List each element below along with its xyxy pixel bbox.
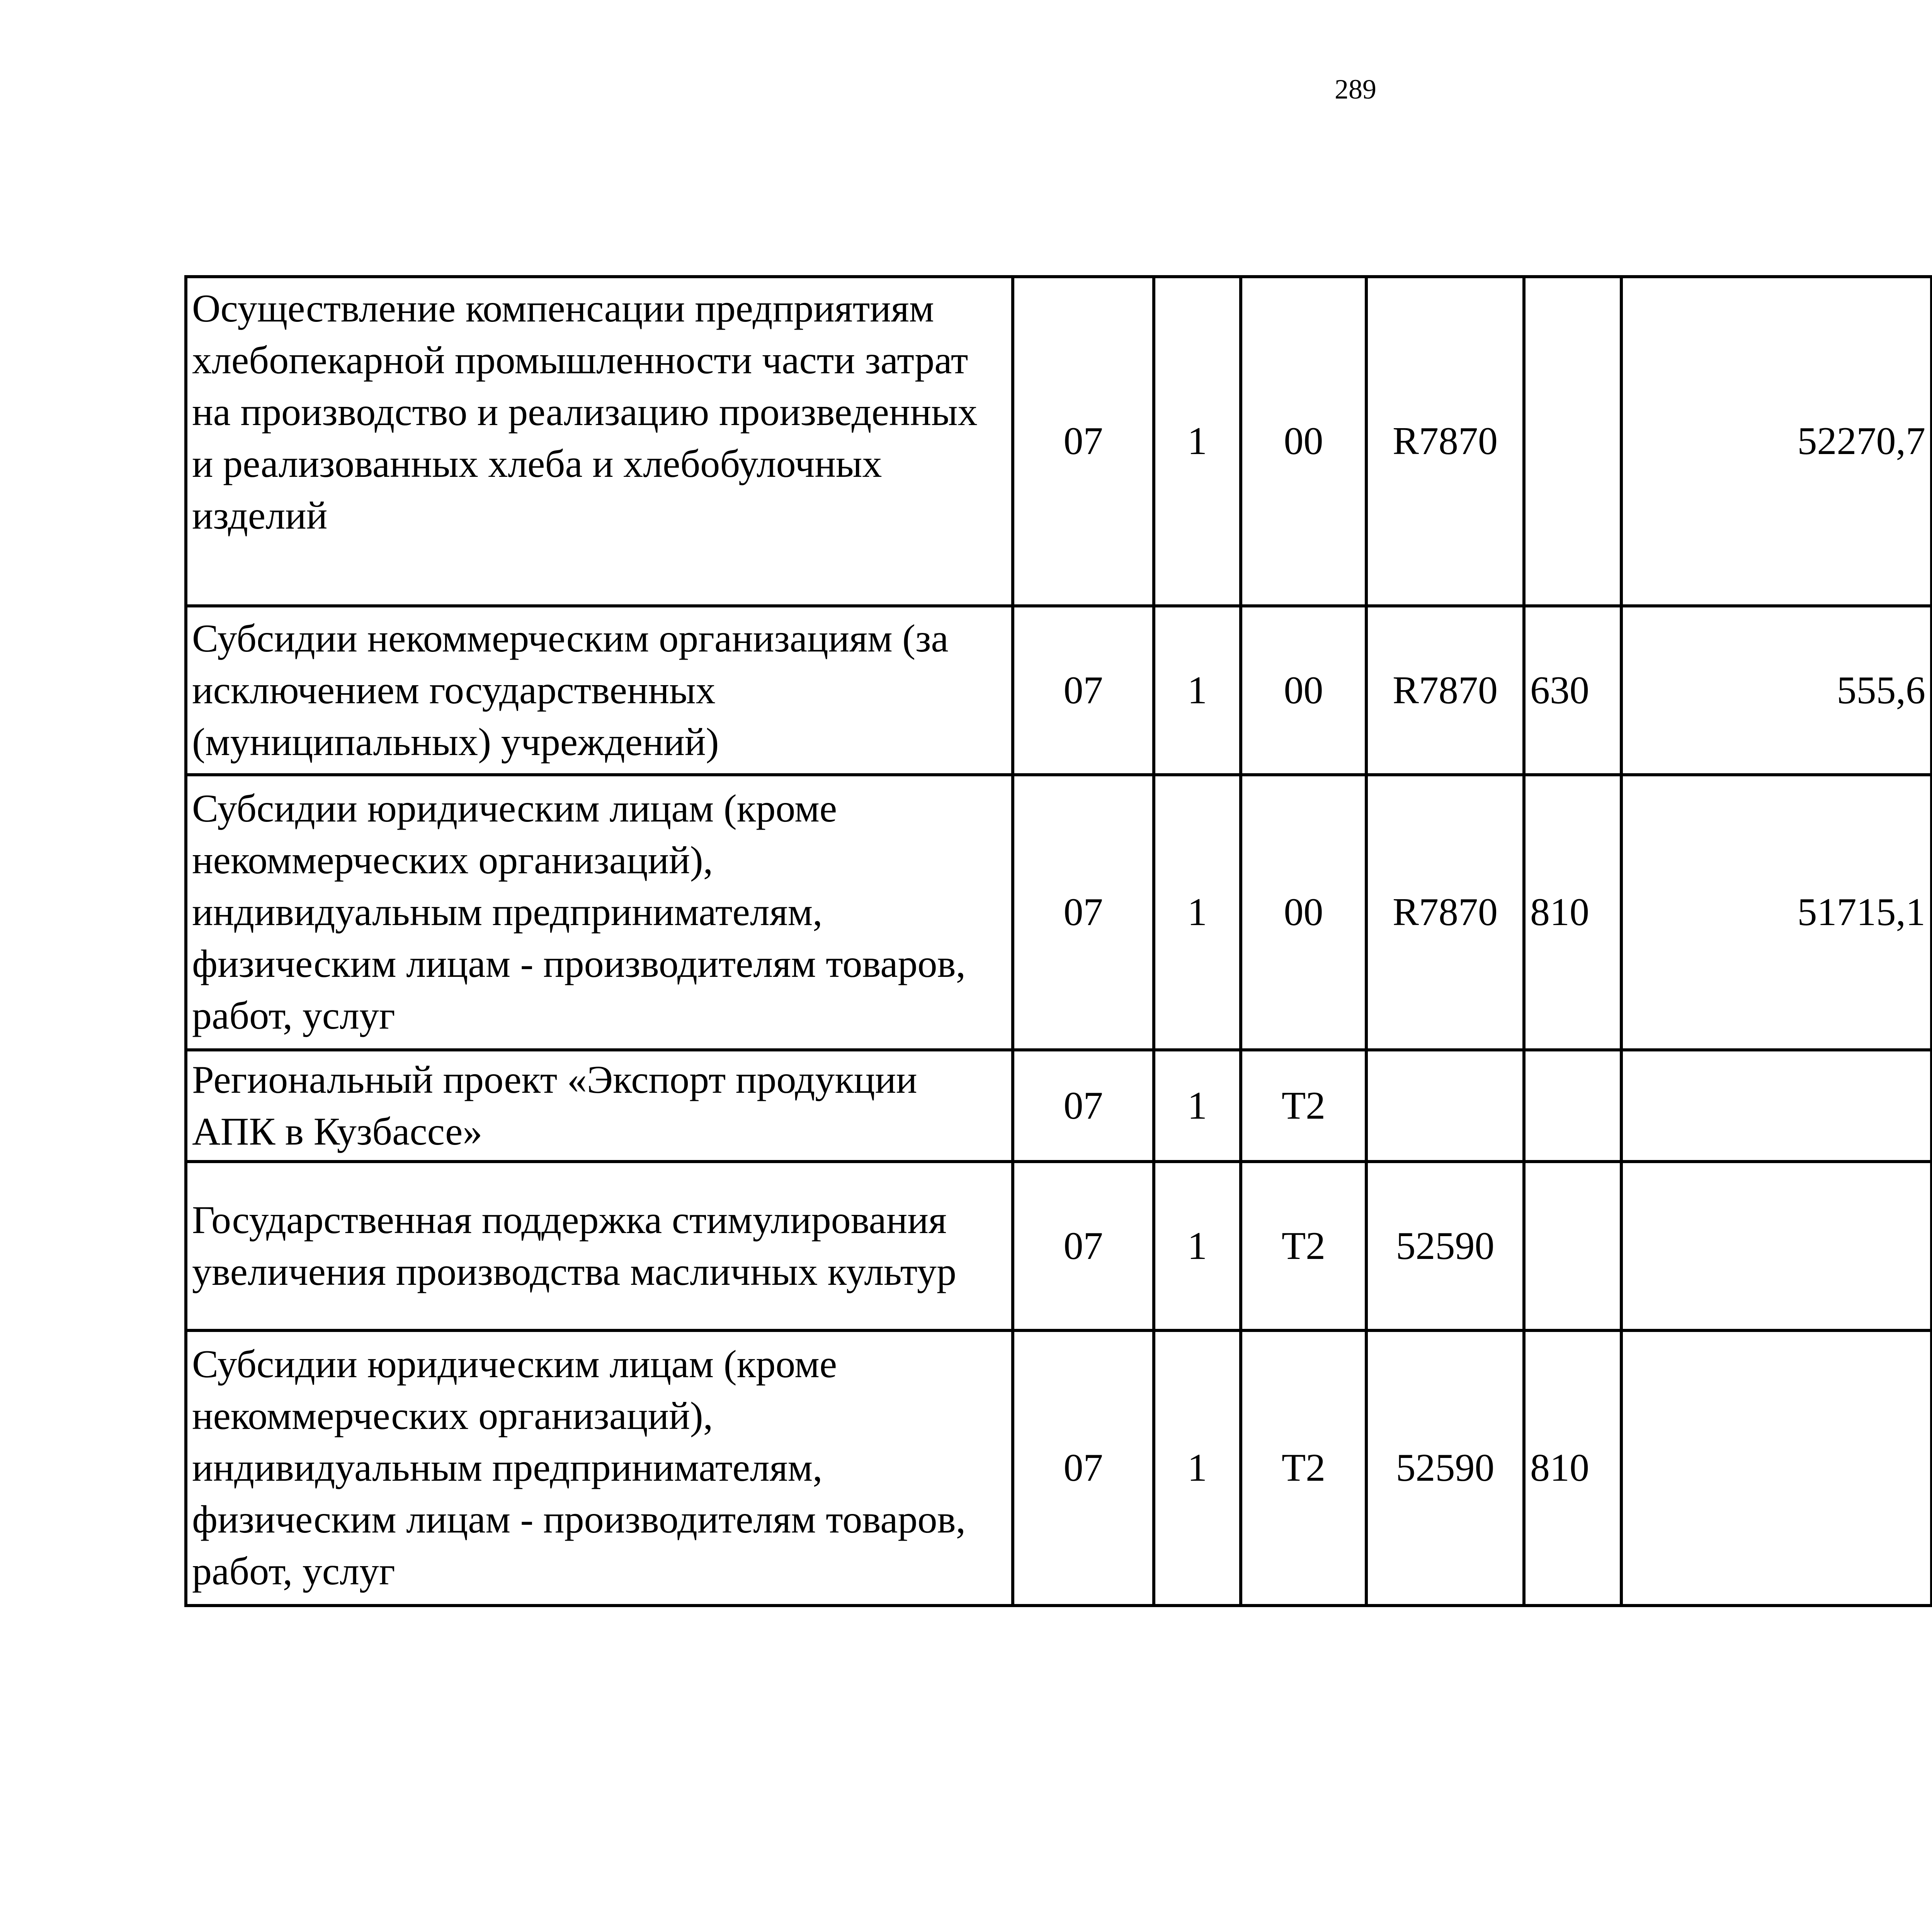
section-code: 07 [1013, 775, 1154, 1050]
section-code: 07 [1013, 1050, 1154, 1162]
section-code: 07 [1013, 606, 1154, 775]
expense-type-code [1524, 1162, 1621, 1330]
row-description: Осуществление компенсации предприятиям хлебопекарной промышленности части затрат на производство и реализацию произведенных и реализованных хлеба и хлебобулочных изделий [186, 277, 1013, 606]
expense-type-code [1524, 1050, 1621, 1162]
program-code: 1 [1154, 775, 1241, 1050]
amount-1 [1621, 1050, 1932, 1162]
subprogram-code: 00 [1241, 606, 1366, 775]
target-code [1366, 1050, 1524, 1162]
table-row [186, 1050, 1932, 1162]
subprogram-code: T2 [1241, 1050, 1366, 1162]
expense-type-code: 630 [1524, 606, 1621, 775]
program-code: 1 [1154, 1050, 1241, 1162]
expense-type-code: 810 [1524, 775, 1621, 1050]
program-code: 1 [1154, 1330, 1241, 1606]
table-row [186, 1330, 1932, 1606]
amount-1: 51715,1 [1621, 775, 1932, 1050]
budget-table [184, 275, 1932, 1607]
row-description: Субсидии некоммерческим организациям (за исключением государственных (муниципальных) учреждений) [186, 606, 1013, 775]
amount-1: 52270,7 [1621, 277, 1932, 606]
amount-1: 555,6 [1621, 606, 1932, 775]
section-code: 07 [1013, 277, 1154, 606]
row-description: Субсидии юридическим лицам (кроме некоммерческих организаций), индивидуальным предпринимателям, физическим лицам - производителям товаров, работ, услуг [186, 1330, 1013, 1606]
subprogram-code: 00 [1241, 775, 1366, 1050]
table-row [186, 775, 1932, 1050]
subprogram-code: T2 [1241, 1162, 1366, 1330]
program-code: 1 [1154, 1162, 1241, 1330]
row-description: Субсидии юридическим лицам (кроме некоммерческих организаций), индивидуальным предпринимателям, физическим лицам - производителям товаров, работ, услуг [186, 775, 1013, 1050]
amount-1 [1621, 1162, 1932, 1330]
target-code: 52590 [1366, 1162, 1524, 1330]
subprogram-code: T2 [1241, 1330, 1366, 1606]
program-code: 1 [1154, 277, 1241, 606]
target-code: R7870 [1366, 277, 1524, 606]
target-code: R7870 [1366, 775, 1524, 1050]
page-number: 289 [1335, 74, 1376, 105]
target-code: 52590 [1366, 1330, 1524, 1606]
amount-1 [1621, 1330, 1932, 1606]
section-code: 07 [1013, 1162, 1154, 1330]
section-code: 07 [1013, 1330, 1154, 1606]
expense-type-code: 810 [1524, 1330, 1621, 1606]
target-code: R7870 [1366, 606, 1524, 775]
table-row [186, 606, 1932, 775]
program-code: 1 [1154, 606, 1241, 775]
expense-type-code [1524, 277, 1621, 606]
row-description: Государственная поддержка стимулирования увеличения производства масличных культур [186, 1162, 1013, 1330]
row-description: Региональный проект «Экспорт продукции АПК в Кузбассе» [186, 1050, 1013, 1162]
subprogram-code: 00 [1241, 277, 1366, 606]
table-row [186, 1162, 1932, 1330]
table-row [186, 277, 1932, 606]
